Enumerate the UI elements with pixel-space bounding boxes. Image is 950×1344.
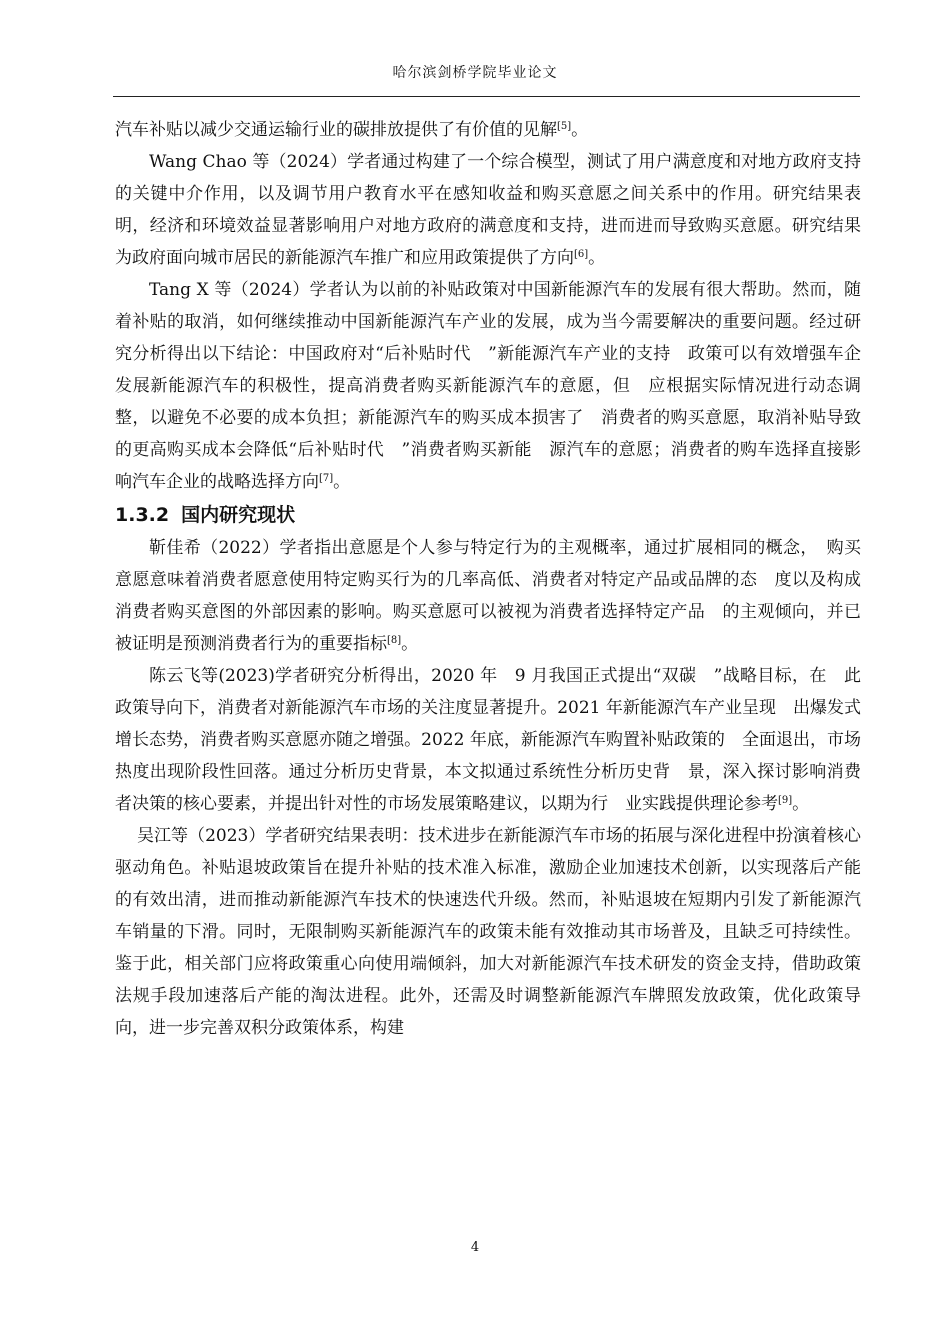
page-number: 4 (470, 1240, 480, 1255)
paragraph-chen-yunfei: 陈云飞等(2023)学者研究分析得出，2020 年 9 月我国正式提出“双碳 ”战略目标，在 此政策导向下，消费者对新能源汽车市场的关注度显著提升。2021 年新能源汽车产业呈现 出爆发式增长态势，消费者购买意愿亦随之增强。2022 年底，新能源汽车购置补贴政策的 全面退出，市场热度出现阶段性回落。通过分析历史背景，本文拟通过系统性分析历史背 景，深入探讨影响消费者决策的核心要素，并提出针对性的市场发展策略建议，以期为行 业实践提供理论参考[9]。 (115, 666, 861, 814)
section-title: 国内研究现状 (181, 504, 296, 526)
paragraph-wu-jiang: 吴江等（2023）学者研究结果表明：技术进步在新能源汽车市场的拓展与深化进程中扮演着核心驱动角色。补贴退坡政策旨在提升补贴的技术准入标准，激励企业加速技术创新，以实现落后产能的有效出清，进而推动新能源汽车技术的快速迭代升级。然而，补贴退坡在短期内引发了新能源汽车销量的下滑。同时，无限制购买新能源汽车的政策未能有效推动其市场普及，且缺乏可持续性。鉴于此，相关部门应将政策重心向使用端倾斜，加大对新能源汽车技术研发的资金支持，借助政策法规手段加速落后产能的淘汰进程。此外，还需及时调整新能源汽车牌照发放政策，优化政策导向，进一步完善双积分政策体系，构建 (115, 826, 861, 1038)
header-rule (113, 96, 860, 97)
citation: [9] (778, 795, 793, 806)
paragraph-continuation: 汽车补贴以减少交通运输行业的碳排放提供了有价值的见解[5]。 (115, 120, 589, 140)
body-text (115, 114, 861, 1044)
citation: [6] (574, 249, 589, 260)
running-header: 哈尔滨剑桥学院毕业论文 (392, 65, 558, 81)
citation: [7] (319, 473, 334, 484)
section-number: 1.3.2 (115, 504, 170, 526)
citation: [5] (557, 121, 572, 132)
section-heading (115, 498, 861, 532)
paragraph-tang-x: Tang X 等（2024）学者认为以前的补贴政策对中国新能源汽车的发展有很大帮助。然而，随着补贴的取消，如何继续推动中国新能源汽车产业的发展，成为当今需要解决的重要问题。经过研究分析得出以下结论：中国政府对“后补贴时代 ”新能源汽车产业的支持 政策可以有效增强车企发展新能源汽车的积极性，提高消费者购买新能源汽车的意愿，但 应根据实际情况进行动态调整，以避免不必要的成本负担；新能源汽车的购买成本损害了 消费者的购买意愿，取消补贴导致的更高购买成本会降低“后补贴时代 ”消费者购买新能 源汽车的意愿；消费者的购车选择直接影响汽车企业的战略选择方向[7]。 (115, 280, 861, 492)
paragraph-wang-chao: Wang Chao 等（2024）学者通过构建了一个综合模型，测试了用户满意度和对地方政府支持的关键中介作用，以及调节用户教育水平在感知收益和购买意愿之间关系中的作用。研究结果表明，经济和环境效益显著影响用户对地方政府的满意度和支持，进而进而导致购买意愿。研究结果为政府面向城市居民的新能源汽车推广和应用政策提供了方向[6]。 (115, 152, 861, 268)
citation: [8] (387, 635, 402, 646)
paragraph-jin-jiaxi: 靳佳希（2022）学者指出意愿是个人参与特定行为的主观概率，通过扩展相同的概念， 购买意愿意味着消费者愿意使用特定购买行为的几率高低、消费者对特定产品或品牌的态 度以及构成消费者购买意图的外部因素的影响。购买意愿可以被视为消费者选择特定产品 的主观倾向，并已被证明是预测消费者行为的重要指标[8]。 (115, 538, 861, 654)
